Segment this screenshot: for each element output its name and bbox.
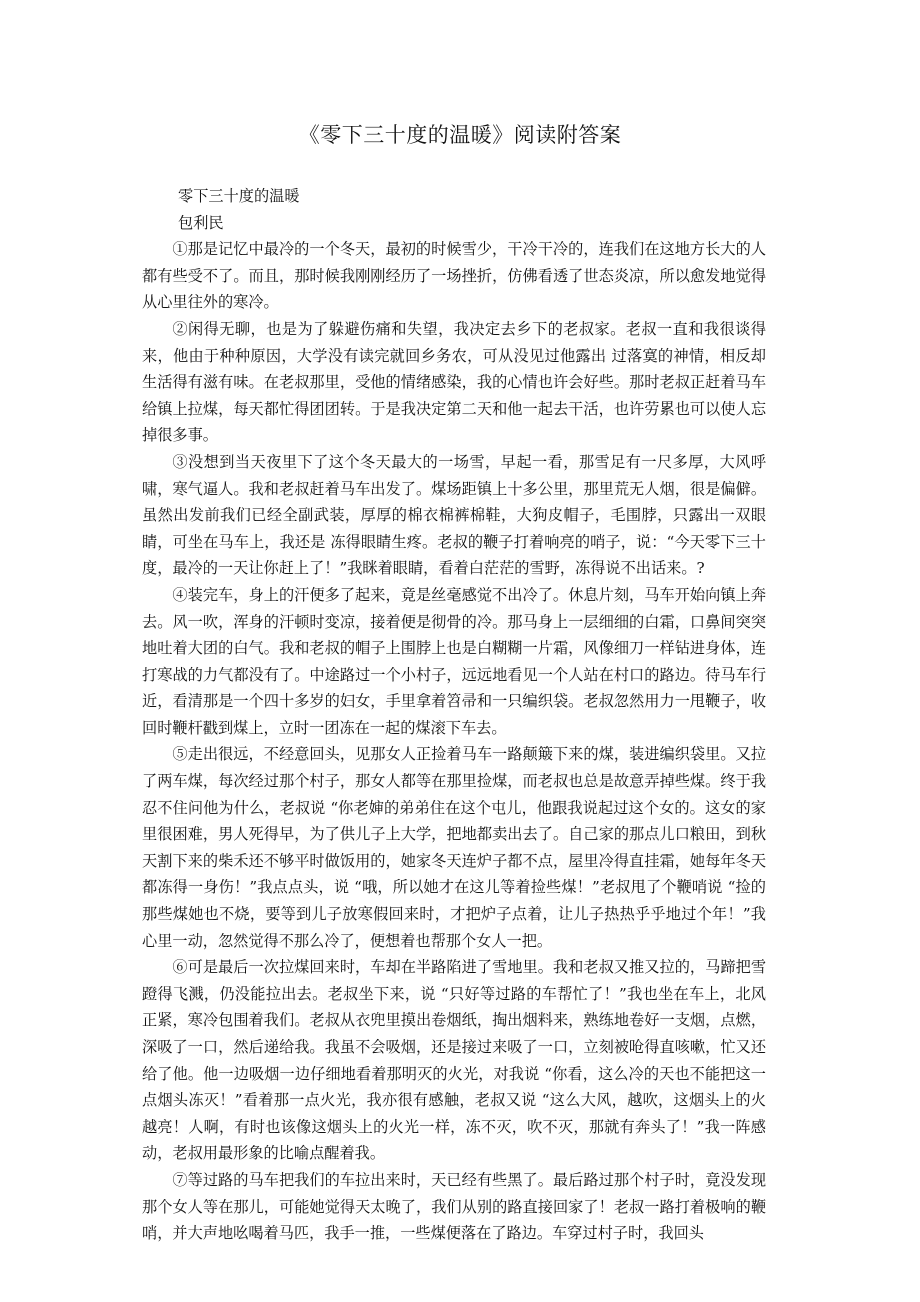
paragraph-7: ⑦等过路的马车把我们的车拉出来时，天已经有些黑了。最后路过那个村子时，竟没发现那个女人等在那儿，可能她觉得天太晚了，我们从别的路直接回家了！老叔一路打着极响的鞭哨，并大声地吆喝着马匹，我手一推，一些煤便落在了路边。车穿过村子时，我回头 [142, 1170, 766, 1243]
paragraph-4: ④装完车，身上的汗便多了起来，竟是丝毫感觉不出冷了。休息片刻，马车开始向镇上奔去。风一吹，浑身的汗顿时变凉，接着便是彻骨的冷。那马身上一层细细的白霜，口鼻间突突地吐着大团的白气。我和老叔的帽子上围脖上也是白糊糊一片霜，风像细刀一样钻进身体，连打寒战的力气都没有了。中途路过一个小村子，远远地看见一个人站在村口的路边。待马车行近，看清那是一个四十多岁的妇女，手里拿着笤帚和一只编织袋。老叔忽然用力一甩鞭子，收回时鞭杆戳到煤上，立时一团冻在一起的煤滚下车去。 [142, 585, 766, 737]
paragraph-3: ③没想到当天夜里下了这个冬天最大的一场雪，早起一看，那雪足有一尺多厚，大风呼啸，寒气逼人。我和老叔赶着马车出发了。煤场距镇上十多公里，那里荒无人烟，很是偏僻。虽然出发前我们已经全副武装，厚厚的棉衣棉裤棉鞋，大狗皮帽子，毛围脖，只露出一双眼睛，可坐在马车上，我还是 冻得眼睛生疼。老叔的鞭子打着响亮的哨子，说：“今天零下三十度，最冷的一天让你赶上了！”我眯着眼睛，看着白茫茫的雪野，冻得说不出话来。? [142, 452, 766, 578]
document-title: 《零下三十度的温暖》阅读附答案 [298, 123, 622, 147]
article-author: 包利民 [178, 213, 224, 232]
paragraph-6: ⑥可是最后一次拉煤回来时，车却在半路陷进了雪地里。我和老叔又推又拉的，马蹄把雪蹬得飞溅，仍没能拉出去。老叔坐下来，说 “只好等过路的车帮忙了！”我也坐在车上，北风正紧，寒冷包围着我们。老叔从衣兜里摸出卷烟纸，掏出烟料来，熟练地卷好一支烟，点燃，深吸了一口，然后递给我。我虽不会吸烟，还是接过来吸了一口，立刻被呛得直咳嗽，忙又还给了他。他一边吸烟一边仔细地看着那明灭的火光，对我说 “你看，这么冷的天也不能把这一点烟头冻灭！”看着那一点火光，我亦很有感触，老叔又说 “这么大风，越吹，这烟头上的火越亮！人啊，有时也该像这烟头上的火光一样，冻不灭，吹不灭，那就有奔头了！”我一阵感动，老叔用最形象的比喻点醒着我。 [142, 958, 766, 1163]
paragraph-1: ①那是记忆中最冷的一个冬天，最初的时候雪少，干冷干冷的，连我们在这地方长大的人都有些受不了。而且，那时候我刚刚经历了一场挫折，仿佛看透了世态炎凉，所以愈发地觉得从心里往外的寒冷。 [142, 240, 766, 312]
paragraph-5: ⑤走出很远，不经意回头，见那女人正捡着马车一路颠簸下来的煤，装进编织袋里。又拉了两车煤，每次经过那个村子，那女人都等在那里捡煤，而老叔也总是故意弄掉些煤。终于我忍不住问他为什么，老叔说 “你老婶的弟弟住在这个屯儿，他跟我说起过这个女的。这女的家里很困难，男人死得早，为了供儿子上大学，把地都卖出去了。自己家的那点儿口粮田，到秋天割下来的柴禾还不够平时做饭用的，她家冬天连炉子都不点，屋里冷得直挂霜，她每年冬天都冻得一身伤！”我点点头，说 “哦，所以她才在这儿等着捡些煤！”老叔甩了个鞭哨说 “捡的那些煤她也不烧，要等到儿子放寒假回来时，才把炉子点着，让儿子热热乎乎地过个年！”我心里一动，忽然觉得不那么冷了，便想着也帮那个女人一把。 [142, 745, 766, 950]
paragraph-2: ②闲得无聊，也是为了躲避伤痛和失望，我决定去乡下的老叔家。老叔一直和我很谈得来，他由于种种原因，大学没有读完就回乡务农，可从没见过他露出 过落寞的神情，相反却生活得有滋有味。在老叔那里，受他的情绪感染，我的心情也许会好些。那时老叔正赶着马车给镇上拉煤，每天都忙得团团转。于是我决定第二天和他一起去干活，也许劳累也可以使人忘掉很多事。 [142, 319, 766, 445]
article-body [142, 183, 766, 1247]
article-title: 零下三十度的温暖 [178, 187, 300, 205]
